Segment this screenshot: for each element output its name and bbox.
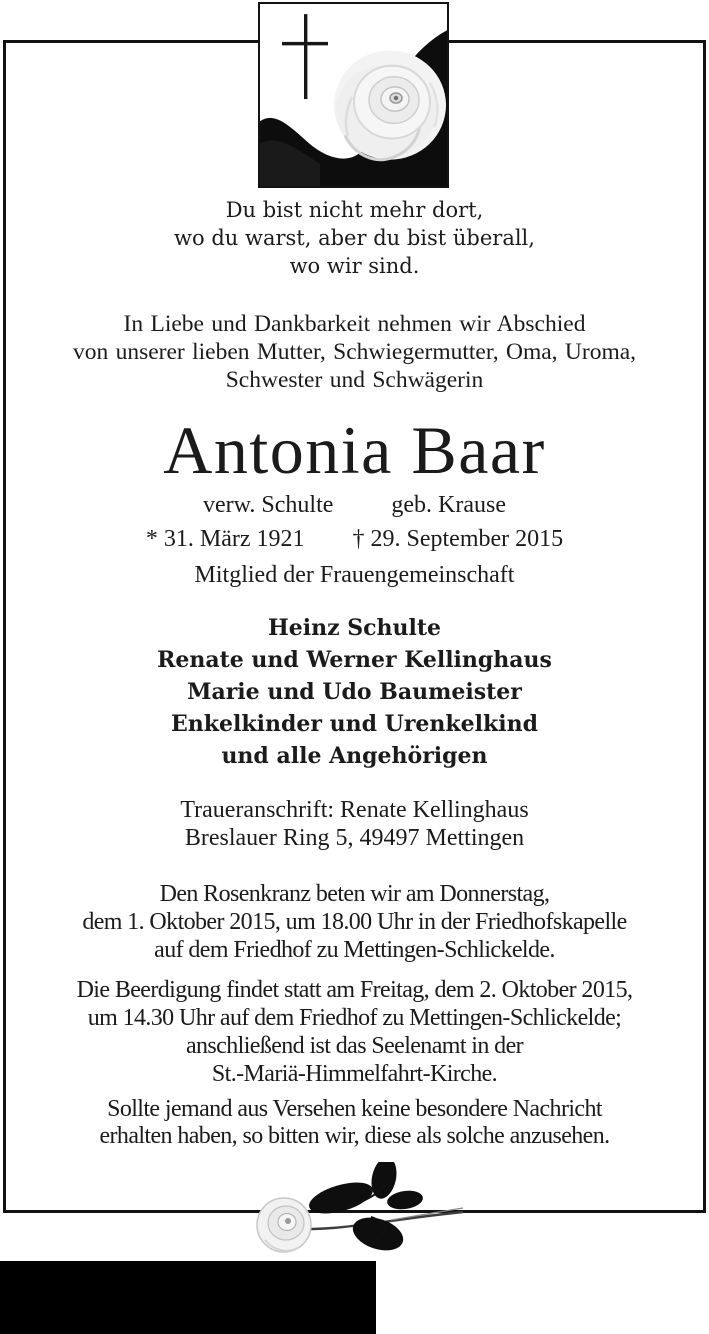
notification-paragraph bbox=[6, 1096, 703, 1150]
memorial-photo bbox=[258, 2, 449, 188]
mourner-line: Heinz Schulte bbox=[267, 615, 442, 641]
address-line: Traueranschrift: Renate Kellinghaus bbox=[180, 797, 529, 823]
intro-line: von unserer lieben Mutter, Schwiegermutter, Oma, Uroma, bbox=[72, 339, 637, 365]
verse-line: wo du warst, aber du bist überall, bbox=[174, 226, 535, 250]
birth-date: * 31. März 1921 bbox=[145, 526, 305, 552]
address-line: Breslauer Ring 5, 49497 Mettingen bbox=[184, 825, 525, 851]
rosary-line: dem 1. Oktober 2015, um 18.00 Uhr in der Friedhofskapelle bbox=[82, 909, 627, 935]
funeral-line: um 14.30 Uhr auf dem Friedhof zu Mettingen-Schlickelde; bbox=[87, 1005, 622, 1031]
verse-line: wo wir sind. bbox=[289, 254, 420, 278]
funeral-line: anschließend ist das Seelenamt in der bbox=[185, 1033, 524, 1059]
obituary-content bbox=[6, 42, 703, 1150]
rose-icon bbox=[253, 1162, 463, 1267]
intro-line: Schwester und Schwägerin bbox=[225, 367, 484, 393]
white-rose-icon bbox=[334, 51, 446, 160]
mourner-line: Enkelkinder und Urenkelkind bbox=[171, 711, 538, 737]
birth-name: geb. Krause bbox=[391, 492, 507, 518]
memorial-photo-graphic bbox=[260, 4, 447, 186]
verse-line: Du bist nicht mehr dort, bbox=[225, 198, 484, 222]
mourner-line: und alle Angehörigen bbox=[221, 743, 488, 769]
intro-line: In Liebe und Dankbarkeit nehmen wir Abschied bbox=[123, 311, 586, 337]
rosary-paragraph bbox=[6, 880, 703, 964]
farewell-intro bbox=[6, 310, 703, 394]
widowed-name: verw. Schulte bbox=[202, 492, 334, 518]
notice-line: erhalten haben, so bitten wir, diese als solche anzusehen. bbox=[99, 1123, 610, 1149]
mourner-line: Marie und Udo Baumeister bbox=[187, 679, 522, 705]
funeral-line: St.-Mariä-Himmelfahrt-Kirche. bbox=[211, 1061, 498, 1087]
death-date: † 29. September 2015 bbox=[352, 526, 564, 552]
life-dates-row bbox=[6, 524, 703, 554]
mourners-list bbox=[6, 612, 703, 772]
funeral-paragraph bbox=[6, 976, 703, 1088]
rosary-line: auf dem Friedhof zu Mettingen-Schlickelde. bbox=[154, 937, 555, 963]
deceased-name: Antonia Baar bbox=[163, 412, 546, 488]
mourning-address bbox=[6, 796, 703, 852]
notice-line: Sollte jemand aus Versehen keine besondere Nachricht bbox=[107, 1096, 602, 1122]
membership-line: Mitglied der Frauengemeinschaft bbox=[194, 562, 515, 588]
mourner-line: Renate und Werner Kellinghaus bbox=[157, 647, 552, 673]
rosary-line: Den Rosenkranz beten wir am Donnerstag, bbox=[159, 881, 550, 907]
redaction-block bbox=[0, 1261, 376, 1334]
funeral-line: Die Beerdigung findet statt am Freitag, dem 2. Oktober 2015, bbox=[76, 977, 633, 1003]
former-names-row bbox=[6, 490, 703, 520]
bottom-rose-decoration bbox=[253, 1162, 463, 1267]
